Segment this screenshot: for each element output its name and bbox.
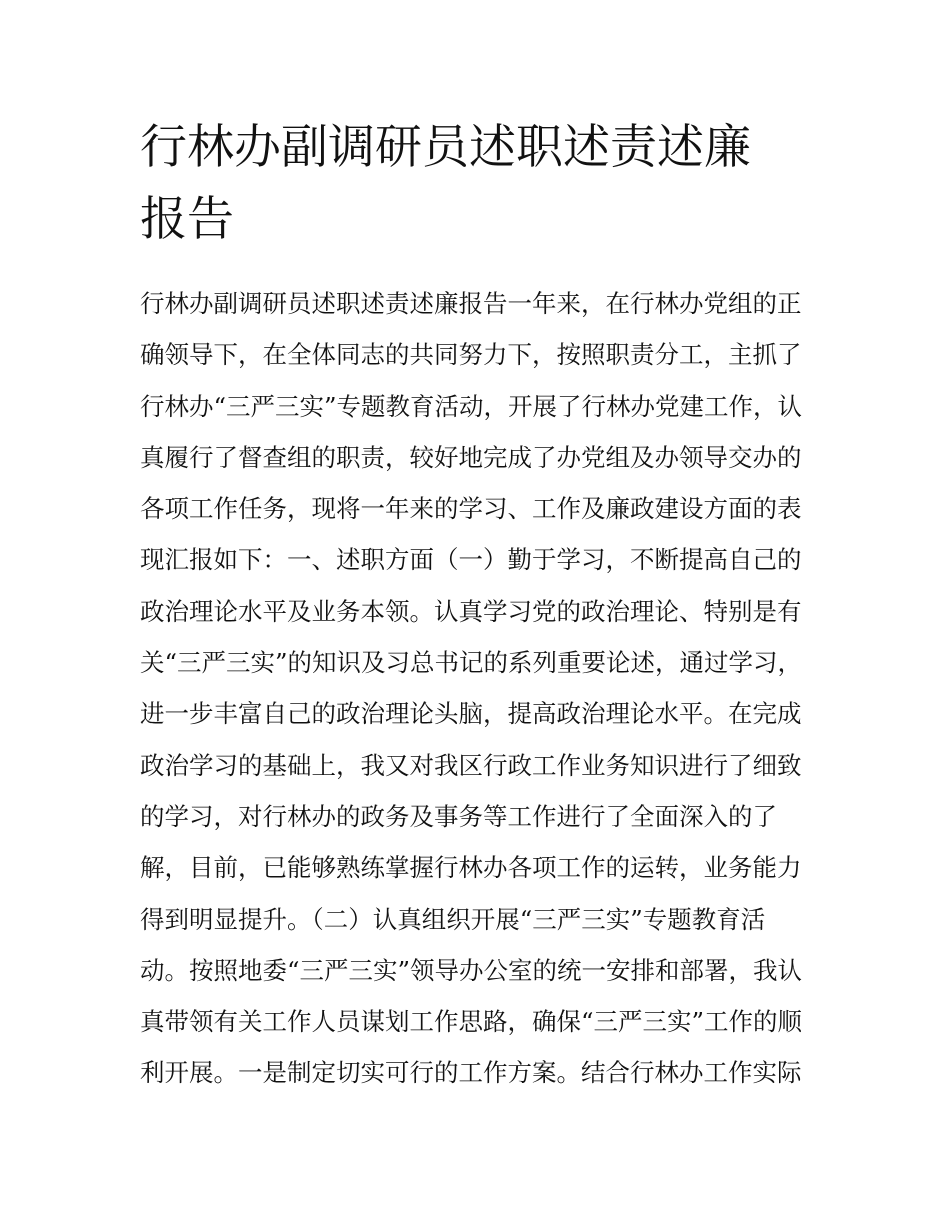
body-line: 关“三严三实”的知识及习总书记的系列重要论述，通过学习， bbox=[140, 648, 803, 678]
title-line: 行林办副调研员述职述责述廉 bbox=[140, 120, 751, 175]
body-line: 利开展。一是制定切实可行的工作方案。结合行林办工作实际 bbox=[140, 1058, 802, 1088]
body-line: 动。按照地委“三严三实”领导办公室的统一安排和部署，我认 bbox=[140, 955, 803, 985]
body-line: 确领导下，在全体同志的共同努力下，按照职责分工，主抓了 bbox=[140, 340, 802, 370]
title-line: 报告 bbox=[140, 192, 234, 247]
body-line: 进一步丰富自己的政治理论头脑，提高政治理论水平。在完成 bbox=[140, 699, 802, 729]
document-title bbox=[140, 112, 820, 256]
document-body bbox=[140, 278, 820, 1099]
body-line: 真履行了督查组的职责，较好地完成了办党组及办领导交办的 bbox=[140, 442, 802, 472]
body-line: 现汇报如下：一、述职方面（一）勤于学习，不断提高自己的 bbox=[140, 545, 802, 575]
body-line: 真带领有关工作人员谋划工作思路，确保“三严三实”工作的顺 bbox=[140, 1007, 803, 1037]
body-line: 政治学习的基础上，我又对我区行政工作业务知识进行了细致 bbox=[140, 750, 802, 780]
body-line: 各项工作任务，现将一年来的学习、工作及廉政建设方面的表 bbox=[140, 494, 802, 524]
body-line: 行林办副调研员述职述责述廉报告一年来，在行林办党组的正 bbox=[140, 289, 802, 318]
body-line: 行林办“三严三实”专题教育活动，开展了行林办党建工作，认 bbox=[140, 391, 803, 421]
body-line: 得到明显提升。（二）认真组织开展“三严三实”专题教育活 bbox=[140, 904, 766, 934]
body-line: 解，目前，已能够熟练掌握行林办各项工作的运转，业务能力 bbox=[140, 853, 802, 883]
body-line: 的学习，对行林办的政务及事务等工作进行了全面深入的了 bbox=[140, 801, 777, 831]
body-line: 政治理论水平及业务本领。认真学习党的政治理论、特别是有 bbox=[140, 596, 802, 626]
